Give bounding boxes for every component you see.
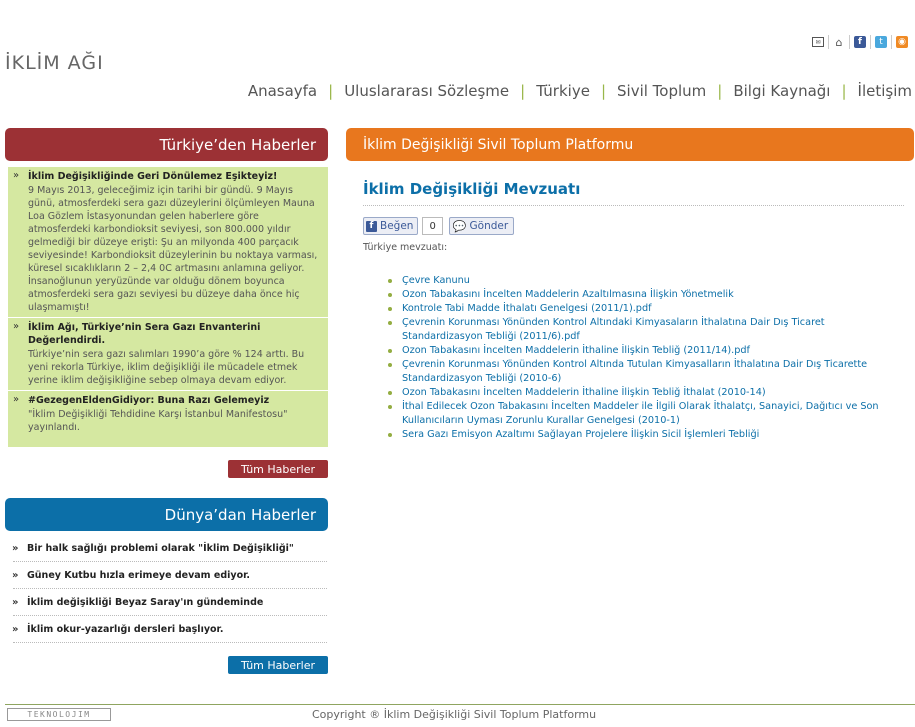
page-title: İklim Değişikliği Mevzuatı: [363, 180, 581, 198]
copyright-text: Copyright ® İklim Değişikliği Sivil Toplum Platformu: [312, 708, 597, 721]
document-link[interactable]: Ozon Tabakasını İncelten Maddelerin Azaltılmasına İlişkin Yönetmelik: [388, 288, 904, 302]
document-link[interactable]: Çevre Kanunu: [388, 274, 904, 288]
send-label: Gönder: [469, 220, 509, 232]
all-turkey-news-button[interactable]: Tüm Haberler: [228, 460, 328, 478]
document-link[interactable]: Ozon Tabakasını İncelten Maddelerin İthaline İlişkin Tebliğ (2011/14).pdf: [388, 344, 904, 358]
divider: [870, 35, 871, 49]
document-link[interactable]: Çevrenin Korunması Yönünden Kontrol Altındaki Kimyasaların İthalatına Dair Dış Ticaret Standardizasyon Tebliği (2011/6).pdf: [388, 316, 904, 344]
subtitle: Türkiye mevzuatı:: [363, 242, 448, 253]
turkey-news-panel: [8, 167, 328, 447]
footer-logo[interactable]: TEKNOLOJIM: [7, 708, 111, 721]
news-title[interactable]: İklim Değişikliğinde Geri Dönülemez Eşikteyiz!: [28, 171, 278, 182]
nav-separator: |: [328, 82, 334, 100]
list-item[interactable]: [5, 570, 327, 597]
facebook-icon: f: [366, 221, 377, 232]
facebook-icon[interactable]: f: [854, 36, 866, 48]
send-button[interactable]: [449, 217, 514, 235]
document-link[interactable]: Çevrenin Korunması Yönünden Kontrol Altında Tutulan Kimyasalların İthalatına Dair Dış Ticarette Standardizasyon Tebliği (2010-6): [388, 358, 904, 386]
nav-item-bilgi-kaynagi[interactable]: Bilgi Kaynağı: [733, 82, 831, 100]
speech-bubble-icon: 💬: [452, 219, 467, 233]
like-count: 0: [422, 217, 442, 235]
facebook-like-button[interactable]: [363, 217, 418, 235]
divider: [363, 205, 904, 206]
world-news-header: Dünya’dan Haberler: [5, 498, 328, 531]
turkey-news-header: Türkiye’den Haberler: [5, 128, 328, 161]
all-world-news-button[interactable]: Tüm Haberler: [228, 656, 328, 674]
top-icon-bar: [808, 35, 912, 49]
document-link[interactable]: Ozon Tabakasını İncelten Maddelerin İthaline İlişkin Tebliğ İthalat (2010-14): [388, 386, 904, 400]
divider: [13, 615, 327, 616]
double-chevron-right-icon: »: [12, 543, 19, 554]
mail-icon[interactable]: ✉: [812, 37, 824, 47]
home-icon[interactable]: ⌂: [833, 36, 845, 48]
world-news-list: [5, 543, 327, 651]
double-chevron-right-icon: »: [13, 321, 20, 332]
nav-separator: |: [520, 82, 526, 100]
news-title[interactable]: Bir halk sağlığı problemi olarak "İklim Değişikliği": [27, 543, 294, 554]
news-item[interactable]: [8, 167, 328, 318]
nav-separator: |: [841, 82, 847, 100]
twitter-icon[interactable]: t: [875, 36, 887, 48]
nav-item-turkiye[interactable]: Türkiye: [536, 82, 590, 100]
nav-item-uluslararasi-sozlesme[interactable]: Uluslararası Sözleşme: [344, 82, 510, 100]
social-buttons: [363, 217, 514, 235]
divider: [13, 561, 327, 562]
document-link[interactable]: Sera Gazı Emisyon Azaltımı Sağlayan Projelere İlişkin Sicil İşlemleri Tebliği: [388, 428, 904, 442]
list-item[interactable]: [5, 543, 327, 570]
divider: [13, 642, 327, 643]
rss-icon[interactable]: ◉: [896, 36, 908, 48]
news-title[interactable]: İklim Ağı, Türkiye’nin Sera Gazı Envanterini Değerlendirdi.: [28, 322, 261, 346]
divider: [891, 35, 892, 49]
news-description: Türkiye’nin sera gazı salımları 1990’a göre % 124 arttı. Bu yeni rekorla Türkiye, iklim değişikliği ile mücadele etmek yerine iklim değişikliğine sebep olmaya devam ediyor.: [28, 349, 305, 386]
footer-divider: [5, 704, 915, 705]
double-chevron-right-icon: »: [12, 624, 19, 635]
news-title[interactable]: İklim değişikliği Beyaz Saray'ın gündeminde: [27, 597, 264, 608]
like-label: Beğen: [380, 220, 414, 232]
document-link[interactable]: Kontrole Tabi Madde İthalatı Genelgesi (2011/1).pdf: [388, 302, 904, 316]
news-title[interactable]: #GezegenEldenGidiyor: Buna Razı Gelemeyiz: [28, 395, 270, 406]
nav-separator: |: [717, 82, 723, 100]
double-chevron-right-icon: »: [13, 394, 20, 405]
document-list: [388, 274, 904, 442]
document-link[interactable]: İthal Edilecek Ozon Tabakasını İncelten Maddeler ile İlgili Olarak İthalatçı, Sanayici, Dağıtıcı ve Son Kullanıcıların Uyması Zorunlu Kurallar Genelgesi (2010-1): [388, 400, 904, 428]
nav-item-sivil-toplum[interactable]: Sivil Toplum: [617, 82, 707, 100]
list-item[interactable]: [5, 624, 327, 651]
news-title[interactable]: İklim okur-yazarlığı dersleri başlıyor.: [27, 624, 224, 635]
nav-item-anasayfa[interactable]: Anasayfa: [247, 82, 318, 100]
list-item[interactable]: [5, 597, 327, 624]
divider: [828, 35, 829, 49]
site-logo[interactable]: İKLİM AĞI: [5, 52, 104, 74]
double-chevron-right-icon: »: [12, 570, 19, 581]
main-nav: [248, 82, 912, 100]
news-description: "İklim Değişikliği Tehdidine Karşı İstanbul Manifestosu" yayınlandı.: [28, 409, 288, 433]
main-header: İklim Değişikliği Sivil Toplum Platformu: [346, 128, 914, 161]
news-description: 9 Mayıs 2013, geleceğimiz için tarihi bir gündü. 9 Mayıs günü, atmosferdeki sera gazı düzeylerini ölçümleyen Mauna Loa Gözlem İstasyonundan gelen haberlere göre atmosferdeki karbondioksit seviyesi, son 800.000 yıldır gelmediği bir düzeye erişti: Şu an milyonda 400 parçacık seviyesinde! Karbondioksit düzeylerinin bu noktaya varması, küresel sıcaklıkların 2 – 2,4 0C artmasını anlamına geliyor. İnsanoğlunun yeryüzünde var olduğu dönem boyunca atmosferdeki sera gazı seviyesi bu düzeye daha önce hiç ulaşmamıştı!: [28, 185, 318, 313]
nav-separator: |: [600, 82, 606, 100]
news-item[interactable]: [8, 391, 328, 437]
divider: [13, 588, 327, 589]
news-title[interactable]: Güney Kutbu hızla erimeye devam ediyor.: [27, 570, 251, 581]
divider: [849, 35, 850, 49]
nav-item-iletisim[interactable]: İletişim: [857, 82, 912, 100]
news-item[interactable]: [8, 318, 328, 391]
double-chevron-right-icon: »: [12, 597, 19, 608]
double-chevron-right-icon: »: [13, 170, 20, 181]
